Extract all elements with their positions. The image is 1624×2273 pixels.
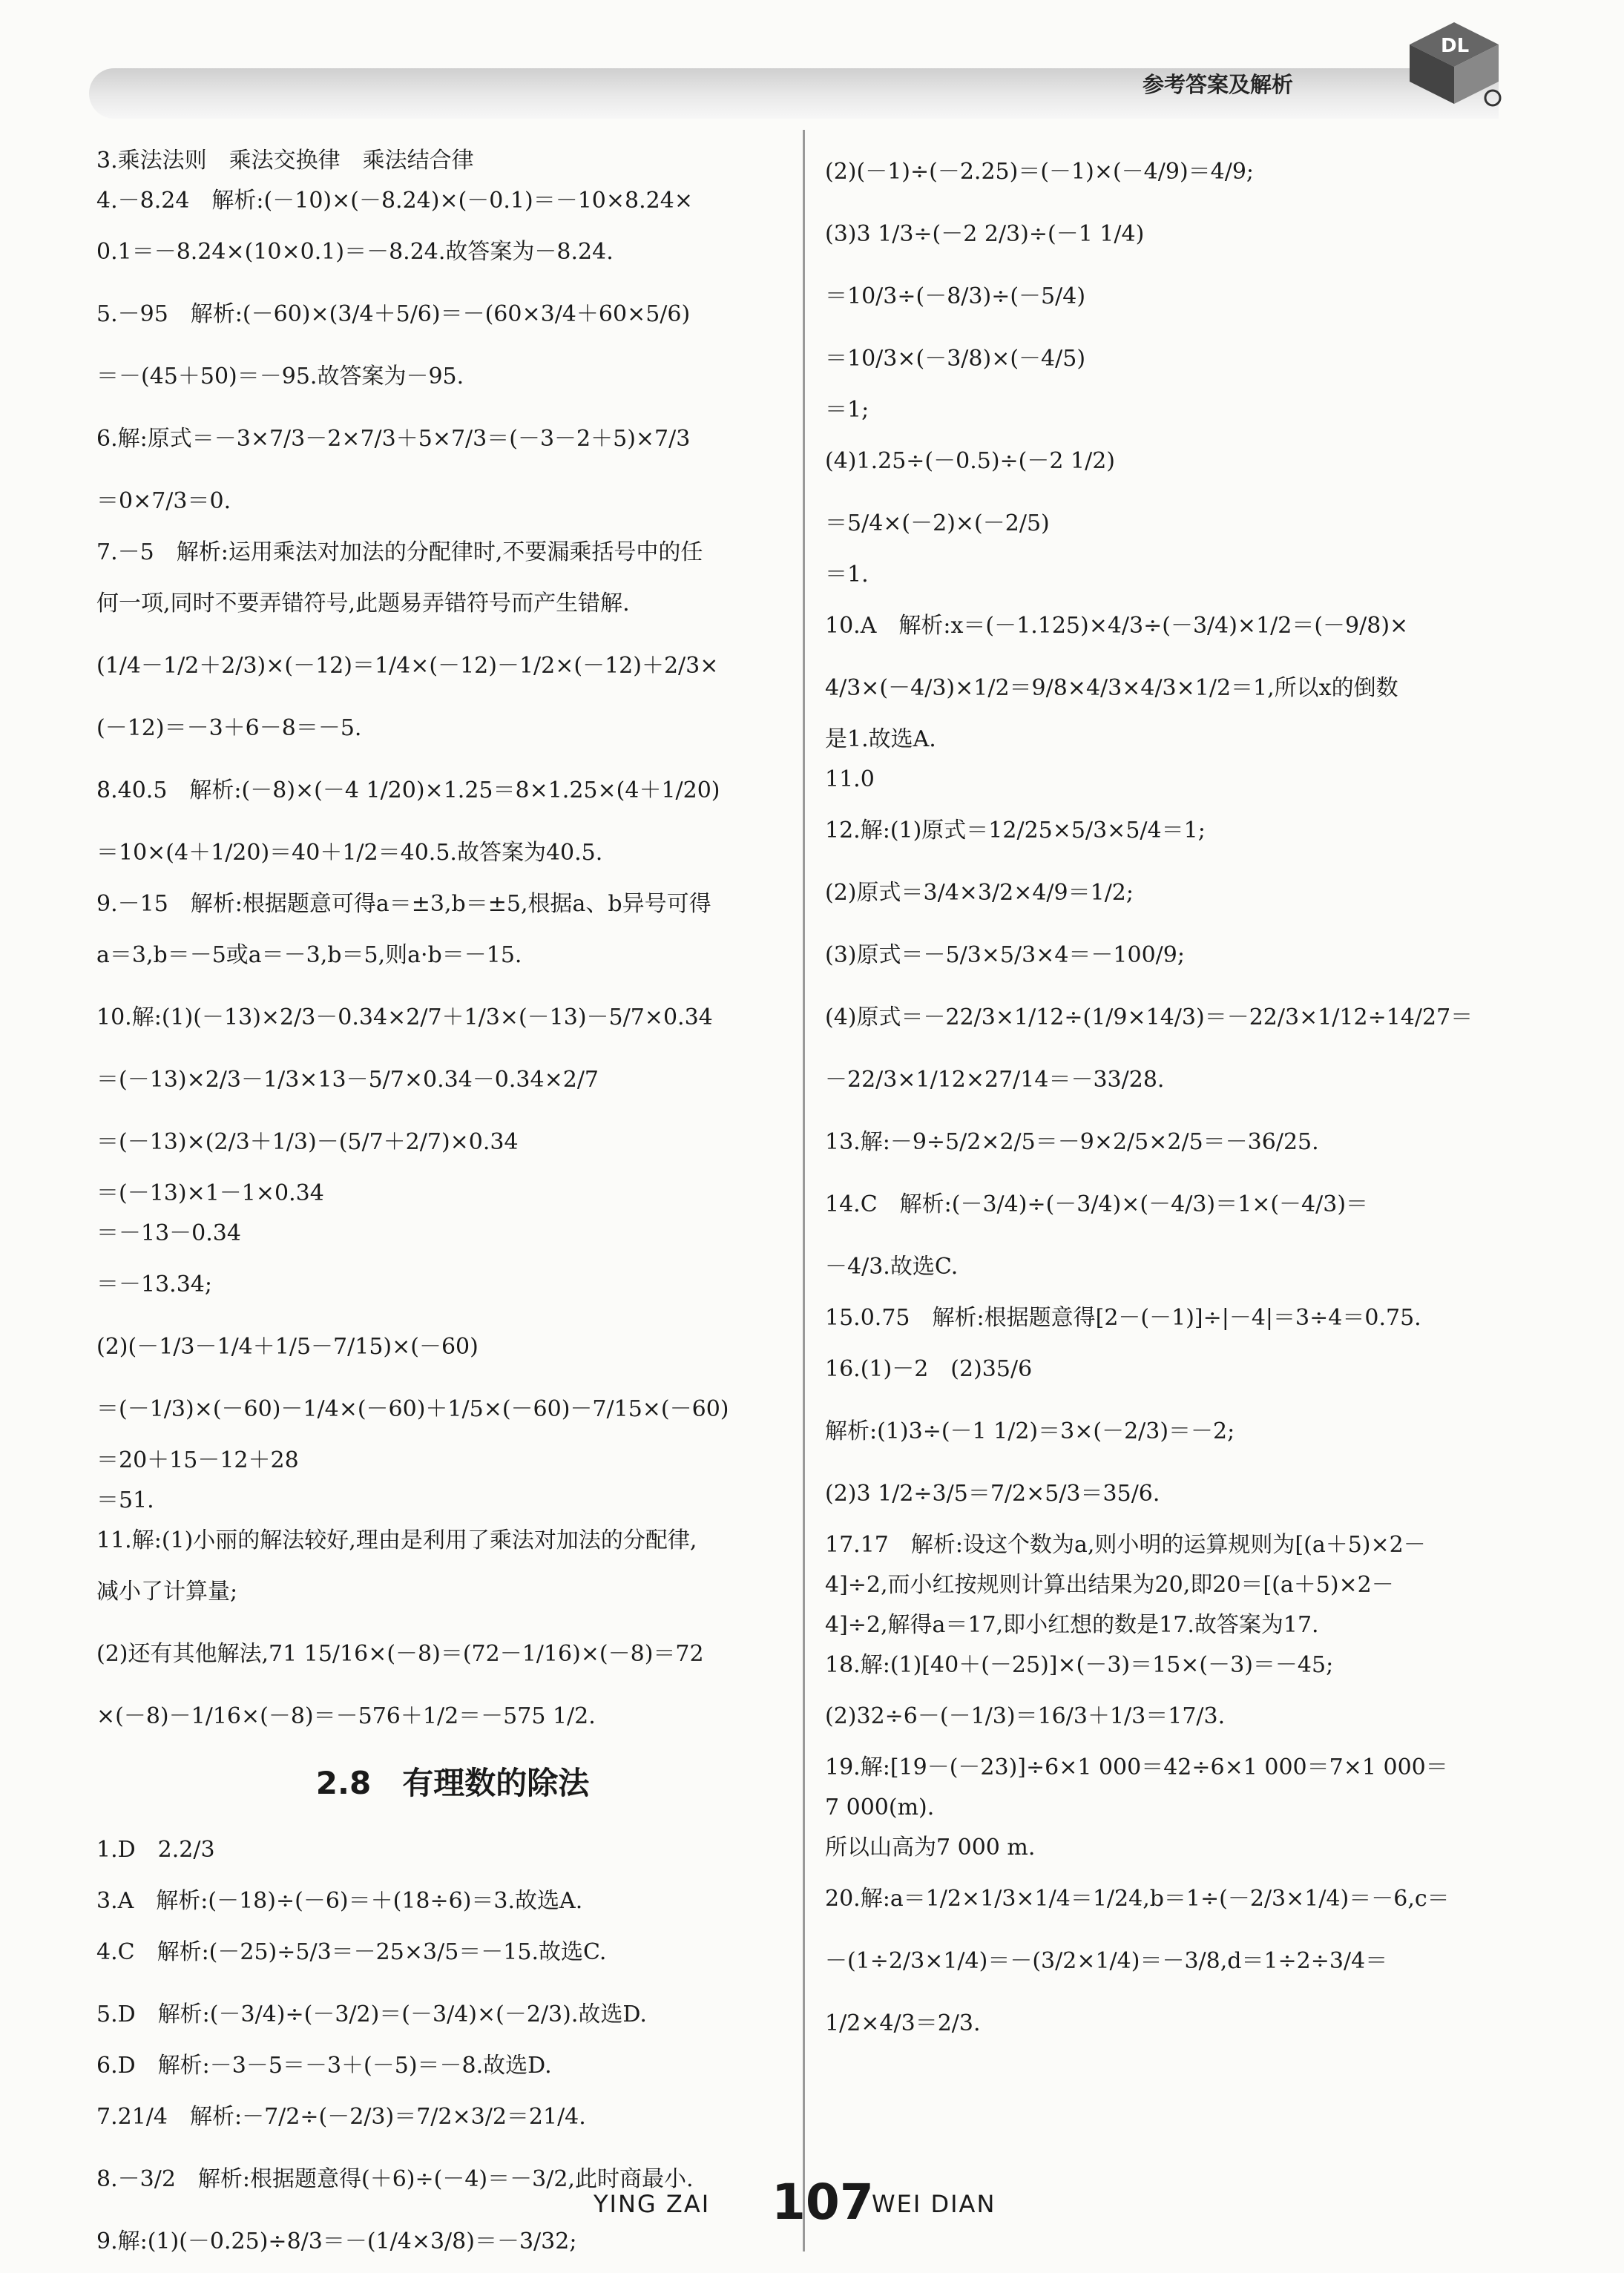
answer-line: 5.－95 解析:(－60)×(3/4＋5/6)＝－(60×3/4＋60×5/6) <box>96 301 691 327</box>
answer-line: 19.解:[19－(－23)]÷6×1 000＝42÷6×1 000＝7×1 000＝ <box>825 1754 1448 1780</box>
answer-line: 4/3×(－4/3)×1/2＝9/8×4/3×4/3×1/2＝1,所以x的倒数 <box>825 675 1398 701</box>
header-title: 参考答案及解析 <box>1143 72 1294 97</box>
answer-line: ＝10×(4＋1/20)＝40＋1/2＝40.5.故答案为40.5. <box>96 840 603 866</box>
answer-line: ＝1; <box>825 397 869 423</box>
answer-line: 4]÷2,解得a＝17,即小红想的数是17.故答案为17. <box>825 1612 1319 1638</box>
page-number: 107 <box>772 2174 874 2231</box>
answer-line: 15.0.75 解析:根据题意得[2－(－1)]÷|－4|＝3÷4＝0.75. <box>825 1305 1421 1331</box>
answer-line: 何一项,同时不要弄错符号,此题易弄错符号而产生错解. <box>96 591 630 616</box>
answer-line: 8.－3/2 解析:根据题意得(＋6)÷(－4)＝－3/2,此时商最小. <box>96 2166 694 2192</box>
answer-line: 7.－5 解析:运用乘法对加法的分配律时,不要漏乘括号中的任 <box>96 539 703 565</box>
footer-right-text: WEI DIAN <box>872 2190 996 2218</box>
answer-line: 8.40.5 解析:(－8)×(－4 1/20)×1.25＝8×1.25×(4＋1/20) <box>96 777 720 803</box>
answer-line: (－12)＝－3＋6－8＝－5. <box>96 715 362 741</box>
answer-line: 16.(1)－2 (2)35/6 <box>825 1356 1033 1382</box>
answer-line: 1/2×4/3＝2/3. <box>825 2010 981 2036</box>
answer-line: (2)(－1)÷(－2.25)＝(－1)×(－4/9)＝4/9; <box>825 159 1255 185</box>
answer-line: (2)(－1/3－1/4＋1/5－7/15)×(－60) <box>96 1334 479 1360</box>
answer-line: ＝(－13)×2/3－1/3×13－5/7×0.34－0.34×2/7 <box>96 1067 599 1093</box>
answer-line: 3.乘法法则 乘法交换律 乘法结合律 <box>96 148 474 174</box>
answer-line: 11.0 <box>825 766 875 792</box>
answer-line: ＝(－1/3)×(－60)－1/4×(－60)＋1/5×(－60)－7/15×(－60) <box>96 1396 729 1422</box>
answer-line: －(1÷2/3×1/4)＝－(3/2×1/4)＝－3/8,d＝1÷2÷3/4＝ <box>825 1948 1388 1974</box>
answer-line: 9.－15 解析:根据题意可得a＝±3,b＝±5,根据a、b异号可得 <box>96 891 711 917</box>
answer-line: a＝3,b＝－5或a＝－3,b＝5,则a·b＝－15. <box>96 942 522 968</box>
footer-left-text: YING ZAI <box>594 2190 711 2218</box>
answer-line: ＝5/4×(－2)×(－2/5) <box>825 510 1050 536</box>
answer-line: 6.D 解析:－3－5＝－3＋(－5)＝－8.故选D. <box>96 2053 552 2079</box>
answer-line: 7.21/4 解析:－7/2÷(－2/3)＝7/2×3/2＝21/4. <box>96 2104 586 2130</box>
answer-line: ＝0×7/3＝0. <box>96 488 231 514</box>
answer-line: ＝－(45＋50)＝－95.故答案为－95. <box>96 364 464 389</box>
answer-line: 解析:(1)3÷(－1 1/2)＝3×(－2/3)＝－2; <box>825 1418 1235 1444</box>
answer-line: ＝10/3÷(－8/3)÷(－5/4) <box>825 283 1086 309</box>
answer-line: (3)3 1/3÷(－2 2/3)÷(－1 1/4) <box>825 221 1145 247</box>
answer-line: (2)还有其他解法,71 15/16×(－8)＝(72－1/16)×(－8)＝72 <box>96 1641 704 1667</box>
answer-line: ×(－8)－1/16×(－8)＝－576＋1/2＝－575 1/2. <box>96 1703 596 1729</box>
answer-line: 所以山高为7 000 m. <box>825 1835 1036 1861</box>
answer-line: (3)原式＝－5/3×5/3×4＝－100/9; <box>825 942 1185 968</box>
answer-line: 11.解:(1)小丽的解法较好,理由是利用了乘法对加法的分配律, <box>96 1527 697 1553</box>
answer-line: (2)32÷6－(－1/3)＝16/3＋1/3＝17/3. <box>825 1703 1226 1729</box>
answer-line: (2)3 1/2÷3/5＝7/2×5/3＝35/6. <box>825 1481 1160 1507</box>
answer-line: ＝20＋15－12＋28 <box>96 1447 299 1473</box>
answer-line: 4.－8.24 解析:(－10)×(－8.24)×(－0.1)＝－10×8.24× <box>96 188 693 214</box>
left-column <box>96 141 809 2273</box>
answer-line: 4]÷2,而小红按规则计算出结果为20,即20＝[(a＋5)×2－ <box>825 1572 1394 1598</box>
answer-line: (4)1.25÷(－0.5)÷(－2 1/2) <box>825 448 1115 474</box>
answer-line: 3.A 解析:(－18)÷(－6)＝＋(18÷6)＝3.故选A. <box>96 1888 583 1914</box>
answer-line: 17.17 解析:设这个数为a,则小明的运算规则为[(a＋5)×2－ <box>825 1532 1426 1558</box>
answer-line: 12.解:(1)原式＝12/25×5/3×5/4＝1; <box>825 818 1206 843</box>
page-footer <box>0 2174 1624 2233</box>
answer-line: 10.A 解析:x＝(－1.125)×4/3÷(－3/4)×1/2＝(－9/8)× <box>825 613 1409 639</box>
answer-line: ＝(－13)×1－1×0.34 <box>96 1180 324 1206</box>
answer-line: ＝51. <box>96 1487 154 1513</box>
answer-line: 18.解:(1)[40＋(－25)]×(－3)＝15×(－3)＝－45; <box>825 1652 1334 1678</box>
answer-line: ＝－13.34; <box>96 1272 212 1297</box>
answer-line: 减小了计算量; <box>96 1579 238 1605</box>
section-title: 2.8 有理数的除法 <box>315 1765 590 1801</box>
answer-line: ＝－13－0.34 <box>96 1220 241 1246</box>
answer-line: (4)原式＝－22/3×1/12÷(1/9×14/3)＝－22/3×1/12÷14/27＝ <box>825 1004 1473 1030</box>
answer-line: 1.D 2.2/3 <box>96 1837 215 1863</box>
answer-line: 14.C 解析:(－3/4)÷(－3/4)×(－4/3)＝1×(－4/3)＝ <box>825 1191 1369 1217</box>
answer-line: －22/3×1/12×27/14＝－33/28. <box>825 1067 1165 1093</box>
brand-logo-icon <box>1395 15 1513 111</box>
answer-line: 7 000(m). <box>825 1795 935 1820</box>
answer-line: ＝10/3×(－3/8)×(－4/5) <box>825 346 1086 372</box>
answer-line: 13.解:－9÷5/2×2/5＝－9×2/5×2/5＝－36/25. <box>825 1129 1319 1155</box>
answer-line: 4.C 解析:(－25)÷5/3＝－25×3/5＝－15.故选C. <box>96 1939 607 1965</box>
answer-line: 10.解:(1)(－13)×2/3－0.34×2/7＋1/3×(－13)－5/7×0.34 <box>96 1004 713 1030</box>
right-column <box>825 141 1537 2055</box>
answer-line: 5.D 解析:(－3/4)÷(－3/2)＝(－3/4)×(－2/3).故选D. <box>96 2001 647 2027</box>
answer-line: (1/4－1/2＋2/3)×(－12)＝1/4×(－12)－1/2×(－12)＋2/3× <box>96 653 719 679</box>
answer-line: 是1.故选A. <box>825 726 936 752</box>
answer-line: －4/3.故选C. <box>825 1254 959 1280</box>
answer-line: 20.解:a＝1/2×1/3×1/4＝1/24,b＝1÷(－2/3×1/4)＝－6,c＝ <box>825 1886 1450 1912</box>
answer-line: (2)原式＝3/4×3/2×4/9＝1/2; <box>825 880 1134 906</box>
answer-line: 9.解:(1)(－0.25)÷8/3＝－(1/4×3/8)＝－3/32; <box>96 2228 577 2254</box>
answer-line: ＝1. <box>825 562 869 588</box>
answer-line: 6.解:原式＝－3×7/3－2×7/3＋5×7/3＝(－3－2＋5)×7/3 <box>96 426 691 452</box>
answer-line: 0.1＝－8.24×(10×0.1)＝－8.24.故答案为－8.24. <box>96 239 614 265</box>
answer-line: ＝(－13)×(2/3＋1/3)－(5/7＋2/7)×0.34 <box>96 1129 519 1155</box>
logo-text: DL <box>1441 35 1470 57</box>
